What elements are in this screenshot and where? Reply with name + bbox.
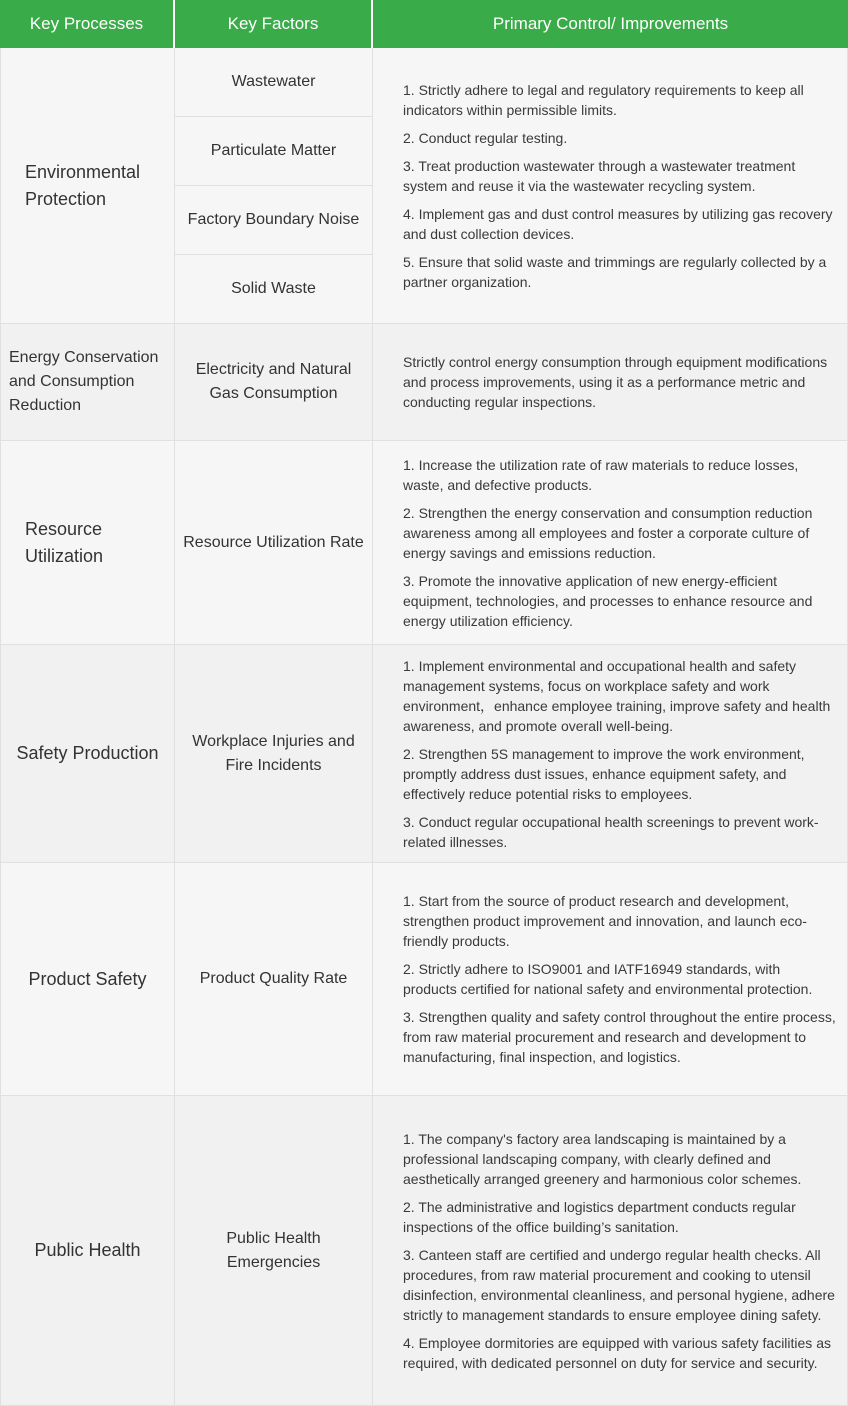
control-item: 3. Treat production wastewater through a wastewater treatment system and reuse it via the wastewater recycling system. xyxy=(403,157,796,194)
control-cell xyxy=(373,48,848,324)
control-item: 2. Conduct regular testing. xyxy=(403,129,568,146)
control-cell xyxy=(373,863,848,1096)
table-row xyxy=(0,324,848,441)
factor-cell: Factory Boundary Noise xyxy=(175,186,373,255)
process-cell: Resource Utilization xyxy=(0,441,175,645)
control-item: 5. Ensure that solid waste and trimmings are regularly collected by a partner organization. xyxy=(403,253,827,290)
control-item: 2. Strengthen 5S management to improve the work environment, promptly address dust issues, enhance equipment safety, and effectively reduce potential risks to employees. xyxy=(403,745,805,802)
control-cell xyxy=(373,324,848,441)
factor-cell: Resource Utilization Rate xyxy=(175,441,373,645)
control-item: 1. The company's factory area landscaping is maintained by a professional landscaping company, with clearly defined and aesthetically arranged greenery and harmonious color schemes. xyxy=(403,1130,802,1187)
table-row xyxy=(0,645,848,863)
control-item: 1. Increase the utilization rate of raw materials to reduce losses, waste, and defective products. xyxy=(403,456,799,493)
process-cell: Public Health xyxy=(0,1096,175,1406)
process-cell: Product Safety xyxy=(0,863,175,1096)
control-item: 4. Employee dormitories are equipped with various safety facilities as required, with dedicated personnel on duty for service and security. xyxy=(403,1334,831,1371)
control-cell xyxy=(373,441,848,645)
control-item: 4. Implement gas and dust control measures by utilizing gas recovery and dust collection devices. xyxy=(403,205,833,242)
control-item: 2. Strictly adhere to ISO9001 and IATF16949 standards, with products certified for national safety and environmental protection. xyxy=(403,961,813,997)
header-key-processes: Key Processes xyxy=(0,0,175,48)
process-cell: Energy Conservation and Consumption Reduction xyxy=(0,324,175,441)
control-item: 1. Start from the source of product research and development, strengthen product improvement and innovation, and launch eco-friendly products. xyxy=(403,893,807,949)
control-cell xyxy=(373,1096,848,1406)
control-item: 3. Conduct regular occupational health screenings to prevent work-related illnesses. xyxy=(403,813,819,850)
control-item: 1. Implement environmental and occupational health and safety management systems, focus on workplace safety and work environment，enhance employee training, improve safety and health awareness, and promote overall well-being. xyxy=(403,657,831,734)
control-item: 2. Strengthen the energy conservation and consumption reduction awareness among all employees and foster a corporate culture of energy savings and emissions reduction. xyxy=(403,504,813,561)
control-item: 3. Strengthen quality and safety control throughout the entire process, from raw material procurement and research and development to manufacturing, final inspection, and logistics. xyxy=(403,1009,836,1065)
table-row xyxy=(0,863,848,1096)
table-row xyxy=(0,48,848,117)
control-item: 3. Canteen staff are certified and undergo regular health checks. All procedures, from raw material procurement and cooking to utensil disinfection, environmental cleanliness, and personal hygiene, adhere strictly to management standards to ensure employee dining safety. xyxy=(403,1246,835,1323)
factor-cell: Solid Waste xyxy=(175,255,373,324)
factor-cell: Workplace Injuries and Fire Incidents xyxy=(175,645,373,863)
factor-cell: Product Quality Rate xyxy=(175,863,373,1096)
control-item: 3. Promote the innovative application of new energy-efficient equipment, technologies, and processes to enhance resource and energy utilization efficiency. xyxy=(403,572,813,629)
factor-cell: Public Health Emergencies xyxy=(175,1096,373,1406)
table-header-row xyxy=(0,0,848,48)
process-cell: Environmental Protection xyxy=(0,48,175,324)
header-key-factors: Key Factors xyxy=(175,0,373,48)
header-primary-control: Primary Control/ Improvements xyxy=(373,0,848,48)
control-item: 2. The administrative and logistics department conducts regular inspections of the office building’s sanitation. xyxy=(403,1198,796,1235)
process-cell: Safety Production xyxy=(0,645,175,863)
factor-cell: Particulate Matter xyxy=(175,117,373,186)
control-item: Strictly control energy consumption through equipment modifications and process improvements, using it as a performance metric and conducting regular inspections. xyxy=(403,354,828,410)
control-item: 1. Strictly adhere to legal and regulatory requirements to keep all indicators within permissible limits. xyxy=(403,81,804,118)
factor-cell: Wastewater xyxy=(175,48,373,117)
control-cell xyxy=(373,645,848,863)
table-row xyxy=(0,441,848,645)
table-row xyxy=(0,1096,848,1406)
factor-cell: Electricity and Natural Gas Consumption xyxy=(175,324,373,441)
